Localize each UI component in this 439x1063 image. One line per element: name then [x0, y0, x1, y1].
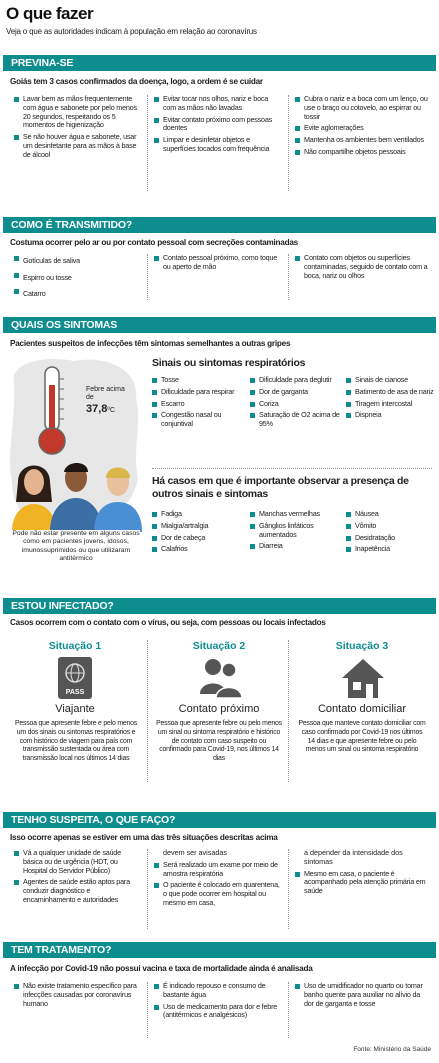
respiratory-title: Sinais ou sintomas respiratórios	[152, 357, 306, 369]
bullet-item: Uso de medicamento para dor e febre (antitérmicos e analgésicos)	[154, 1003, 284, 1021]
situation-3-desc: Pessoa que manteve contato domiciliar com caso confirmado por Covid-19 nos últimos 14 dias e que apresente febre ou pelo menos um sinal ou sintoma respiratório	[298, 720, 426, 754]
situation-3-name: Contato domiciliar	[317, 703, 407, 715]
transmitido-lead: Costuma ocorrer pelo ar ou por contato pessoal com secreções contaminadas	[10, 238, 298, 247]
bullet-item: Não compartilhe objetos pessoais	[295, 148, 429, 157]
passport-text: PASS	[65, 689, 85, 696]
divider	[152, 468, 432, 469]
suspeita-lead: Isso ocorre apenas se estiver em uma das três situações descritas acima	[10, 833, 278, 842]
situation-1-desc: Pessoa que apresente febre e pelo menos um dos sinais ou sintomas respiratórios e com histórico de viagem para país com transmissão sustentada ou área com transmissão local nos últimos 14 dias	[14, 720, 138, 763]
bullet-item: Náusea	[346, 510, 436, 519]
bullet-item: Não existe tratamento específico para infecções causadas por coronavírus humano	[14, 982, 142, 1008]
source-credit: Fonte: Ministério da Saúde	[353, 1046, 431, 1053]
thermometer-icon	[34, 365, 70, 457]
previna-col1	[14, 95, 140, 162]
bullet-item: Cubra o nariz e a boca com um lenço, ou use o braço ou cotovelo, ao espirrar ou tossir	[295, 95, 429, 121]
sintomas-banner: QUAIS OS SINTOMAS	[3, 317, 436, 333]
bullet-item: O paciente é colocado em quarentena, o que pode ocorrer em hospital ou mesmo em casa,	[154, 881, 284, 907]
bullet-item: Mialgia/artralgia	[152, 522, 244, 531]
passport-icon	[55, 656, 95, 700]
sec1-col1	[152, 376, 244, 432]
bullet-item: Tiragem intercostal	[346, 400, 436, 409]
people-caption: Pode não estar presente em alguns casos como em pacientes jovens, idosos, imunossuprimidos ou que utilizaram antitérmico	[12, 530, 140, 563]
bullet-item: Batimento de asa de nariz	[346, 388, 436, 397]
previna-col2	[154, 95, 282, 157]
transmitido-col3	[295, 254, 429, 283]
bullet-item: Fadiga	[152, 510, 244, 519]
bullet-item: Gânglios linfáticos aumentados	[250, 522, 342, 540]
bullet-item: Calafrios	[152, 545, 244, 554]
bullet-item: Uso de umidificador no quarto ou tomar banho quente para auxiliar no alívio da dor de garganta e tosse	[295, 982, 429, 1008]
situation-1-name: Viajante	[55, 703, 95, 715]
situation-3-title: Situação 3	[335, 640, 389, 652]
tratamento-col3	[295, 982, 429, 1011]
situation-2-desc: Pessoa que apresente febre ou pelo menos um sinal ou sintoma respiratório e histórico de contato com caso suspeito ou confirmado para Covid-19, nos últimos 14 dias	[156, 720, 282, 763]
bullet-item: Agentes de saúde estão aptos para conduzir diagnóstico e encaminhamento e autoridades	[14, 878, 142, 904]
suspeita-banner: TENHO SUSPEITA, O QUE FAÇO?	[3, 812, 436, 828]
previna-col3	[295, 95, 429, 160]
sec1-col3	[346, 376, 436, 423]
bullet-item: Mesmo em casa, o paciente é acompanhado pela atenção primária em saúde	[295, 870, 429, 896]
sec2-col3	[346, 510, 436, 557]
suspeita-col3	[295, 849, 429, 899]
divider	[288, 95, 289, 191]
bullet-item: Congestão nasal ou conjuntival	[152, 411, 244, 429]
transmitido-banner: COMO É TRANSMITIDO?	[3, 217, 436, 233]
bullet-item: Se não houver água e sabonete, usar um desinfetante para as mãos à base de álcool	[14, 133, 140, 159]
tratamento-col2	[154, 982, 284, 1023]
bullet-item: Escarro	[152, 400, 244, 409]
sintomas-lead: Pacientes suspeitos de infecções têm sintomas semelhantes a outras gripes	[10, 339, 291, 348]
suspeita-col1	[14, 849, 142, 908]
fever-text: Febre acima de	[86, 386, 125, 402]
bullet-item: Desidratação	[346, 534, 436, 543]
previna-banner: PREVINA-SE	[3, 55, 436, 71]
bullet-item: Será realizado um exame por meio de amostra respiratória	[154, 861, 284, 879]
page-subtitle: Veja o que as autoridades indicam à população em relação ao coronavírus	[6, 27, 257, 36]
house-icon	[340, 656, 386, 700]
bullet-item: Evitar tocar nos olhos, nariz e boca com as mãos não lavadas	[154, 95, 282, 113]
people-illustration	[10, 456, 142, 532]
tratamento-lead: A infecção por Covid-19 não possui vacina e taxa de mortalidade ainda é analisada	[10, 964, 313, 973]
suspeita-col2-continuation: devem ser avisadas	[163, 848, 227, 857]
transmitido-col2	[154, 254, 284, 275]
divider	[288, 254, 289, 300]
bullet-item: Mantenha os ambientes bem ventilados	[295, 136, 429, 145]
bullet-item: Manchas vermelhas	[250, 510, 342, 519]
bullet-item: Sinais de cianose	[346, 376, 436, 385]
bullet-item: É indicado repouso e consumo de bastante água	[154, 982, 284, 1000]
bullet-item: Limpar e desinfetar objetos e superfícies tocados com frequência	[154, 136, 282, 154]
bullet-item: Dificuldade para respirar	[152, 388, 244, 397]
divider	[147, 982, 148, 1038]
sec1-col2	[250, 376, 342, 432]
tratamento-col1	[14, 982, 142, 1011]
bullet-item: Saturação de O2 acima de 95%	[250, 411, 342, 429]
other-symptoms-title: Há casos em que é importante observar a presença de outros sinais e sintomas	[152, 475, 409, 500]
bullet-item: Evitar contato próximo com pessoas doentes	[154, 116, 282, 134]
divider	[288, 849, 289, 929]
bullet-item: Tosse	[152, 376, 244, 385]
bullet-item: Gotículas de saliva	[14, 254, 140, 268]
fever-unit: ºC	[107, 406, 116, 414]
divider	[147, 95, 148, 191]
people-contact-icon	[196, 656, 244, 700]
situation-2-title: Situação 2	[192, 640, 246, 652]
situation-2-name: Contato próximo	[178, 703, 260, 715]
sec2-col1	[152, 510, 244, 557]
infectado-banner: ESTOU INFECTADO?	[3, 598, 436, 614]
bullet-item: Inapetência	[346, 545, 436, 554]
fever-value: 37,8	[86, 402, 108, 415]
suspeita-col3-continuation: a depender da intensidade dos sintomas	[304, 848, 403, 866]
bullet-item: Diarreia	[250, 542, 342, 551]
bullet-item: Dificuldade para deglutir	[250, 376, 342, 385]
bullet-item: Evite aglomerações	[295, 124, 429, 133]
bullet-item: Catarro	[14, 287, 140, 301]
transmitido-col1	[14, 254, 140, 304]
divider	[147, 254, 148, 300]
bullet-item: Vômito	[346, 522, 436, 531]
bullet-item: Lavar bem as mãos frequentemente com água e sabonete por pelo menos 20 segundos, respeitando os 5 momentos de higienização	[14, 95, 140, 130]
infectado-lead: Casos ocorrem com o contato com o vírus, ou seja, com pessoas ou locais infectados	[10, 618, 326, 627]
divider	[288, 640, 289, 782]
tratamento-banner: TEM TRATAMENTO?	[3, 942, 436, 958]
page-title: O que fazer	[6, 4, 94, 23]
bullet-item: Dor de cabeça	[152, 534, 244, 543]
divider	[147, 849, 148, 929]
bullet-item: Coriza	[250, 400, 342, 409]
sec2-col2	[250, 510, 342, 554]
bullet-item: Vá a qualquer unidade de saúde básica ou de urgência (HDT, ou Hospital do Servidor Público)	[14, 849, 142, 875]
bullet-item: Dispneia	[346, 411, 436, 420]
situation-1-title: Situação 1	[48, 640, 102, 652]
previna-lead: Goiás tem 3 casos confirmados da doença, logo, a ordem é se cuidar	[10, 77, 263, 86]
divider	[288, 982, 289, 1038]
bullet-item: Dor de garganta	[250, 388, 342, 397]
divider	[147, 640, 148, 782]
suspeita-col2	[154, 849, 284, 911]
bullet-item: Espirro ou tosse	[14, 271, 140, 285]
bullet-item: Contato com objetos ou superfícies contaminadas, seguido de contato com a boca, nariz ou olhos	[295, 254, 429, 280]
bullet-item: Contato pessoal próximo, como toque ou aperto de mão	[154, 254, 284, 272]
fever-label	[86, 386, 132, 416]
